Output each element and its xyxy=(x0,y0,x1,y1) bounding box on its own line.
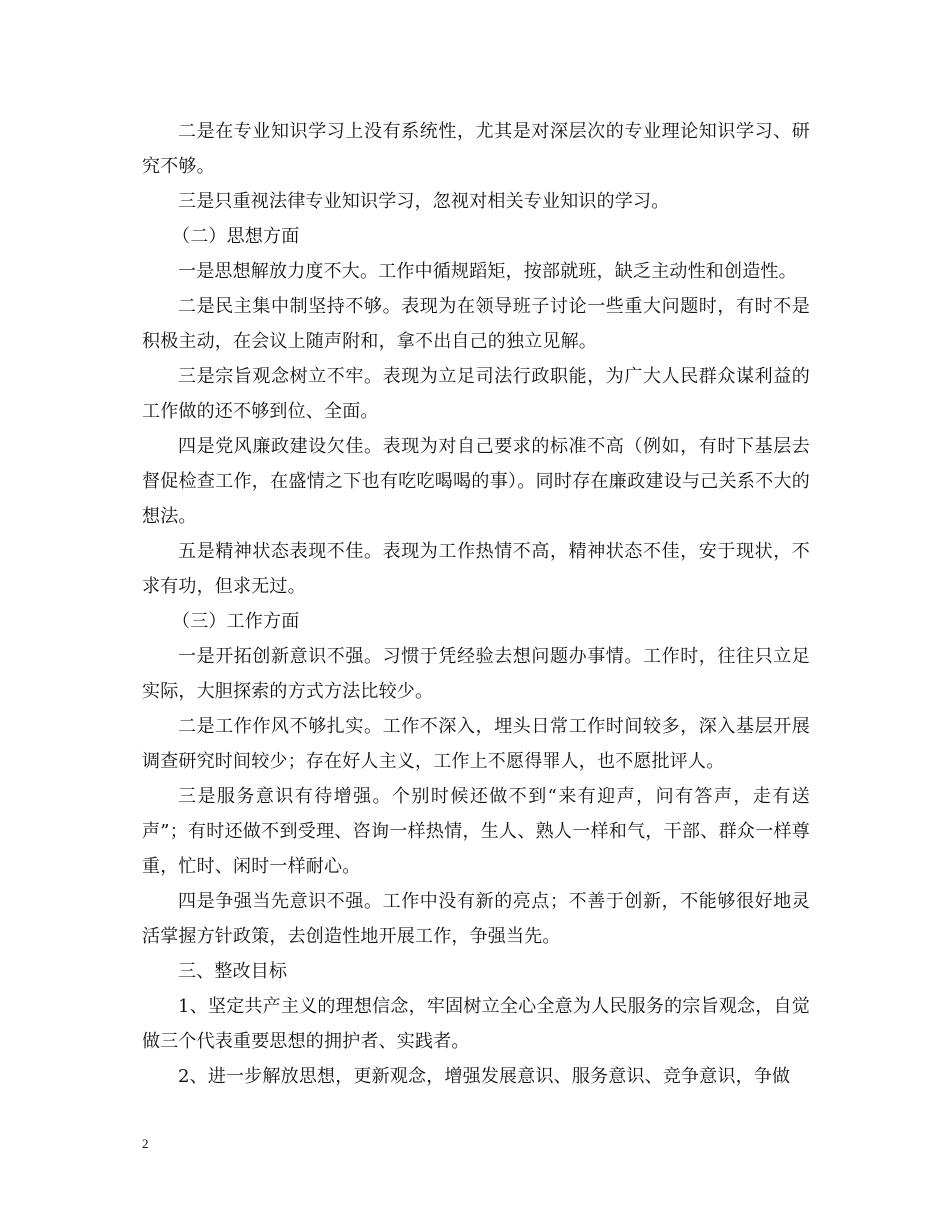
document-body xyxy=(142,114,810,1094)
paragraph-goal-1: 1、坚定共产主义的理想信念，牢固树立全心全意为人民服务的宗旨观念，自觉做三个代表重要思想的拥护者、实践者。 xyxy=(142,996,810,1052)
paragraph-systematic-study: 二是在专业知识学习上没有系统性，尤其是对深层次的专业理论知识学习、研究不够。 xyxy=(142,121,810,177)
paragraph-democratic-centralism: 二是民主集中制坚持不够。表现为在领导班子讨论一些重大问题时，有时不是积极主动，在会议上随声附和，拿不出自己的独立见解。 xyxy=(142,296,810,352)
paragraph-goal-2: 2、进一步解放思想，更新观念，增强发展意识、服务意识、竞争意识，争做 xyxy=(178,1066,791,1087)
paragraph-legal-study: 三是只重视法律专业知识学习，忽视对相关专业知识的学习。 xyxy=(178,191,670,212)
paragraph-clean-government: 四是党风廉政建设欠佳。表现为对自己要求的标准不高（例如，有时下基层去督促检查工作，在盛情之下也有吃吃喝喝的事）。同时存在廉政建设与己关系不大的想法。 xyxy=(142,436,810,527)
paragraph-spirit-state: 五是精神状态表现不佳。表现为工作热情不高，精神状态不佳，安于现状，不求有功，但求无过。 xyxy=(142,541,810,597)
section-heading-rectification-goals: 三、整改目标 xyxy=(178,961,288,982)
paragraph-work-style: 二是工作作风不够扎实。工作不深入，埋头日常工作时间较多，深入基层开展调查研究时间较少；存在好人主义，工作上不愿得罪人，也不愿批评人。 xyxy=(142,716,810,772)
paragraph-competitive-awareness: 四是争强当先意识不强。工作中没有新的亮点；不善于创新，不能够很好地灵活掌握方针政策，去创造性地开展工作，争强当先。 xyxy=(142,891,810,947)
paragraph-purpose-concept: 三是宗旨观念树立不牢。表现为立足司法行政职能，为广大人民群众谋利益的工作做的还不够到位、全面。 xyxy=(142,366,810,422)
paragraph-thought-liberation: 一是思想解放力度不大。工作中循规蹈矩，按部就班，缺乏主动性和创造性。 xyxy=(178,261,797,282)
section-heading-thought: （二）思想方面 xyxy=(172,226,300,247)
section-heading-work: （三）工作方面 xyxy=(172,611,300,632)
paragraph-service-awareness: 三是服务意识有待增强。个别时候还做不到“来有迎声，问有答声，走有送声”；有时还做不到受理、咨询一样热情，生人、熟人一样和气，干部、群众一样尊重，忙时、闲时一样耐心。 xyxy=(142,786,810,877)
paragraph-innovation: 一是开拓创新意识不强。习惯于凭经验去想问题办事情。工作时，往往只立足实际，大胆探索的方式方法比较少。 xyxy=(142,646,810,702)
page-number: 2 xyxy=(142,1136,149,1151)
